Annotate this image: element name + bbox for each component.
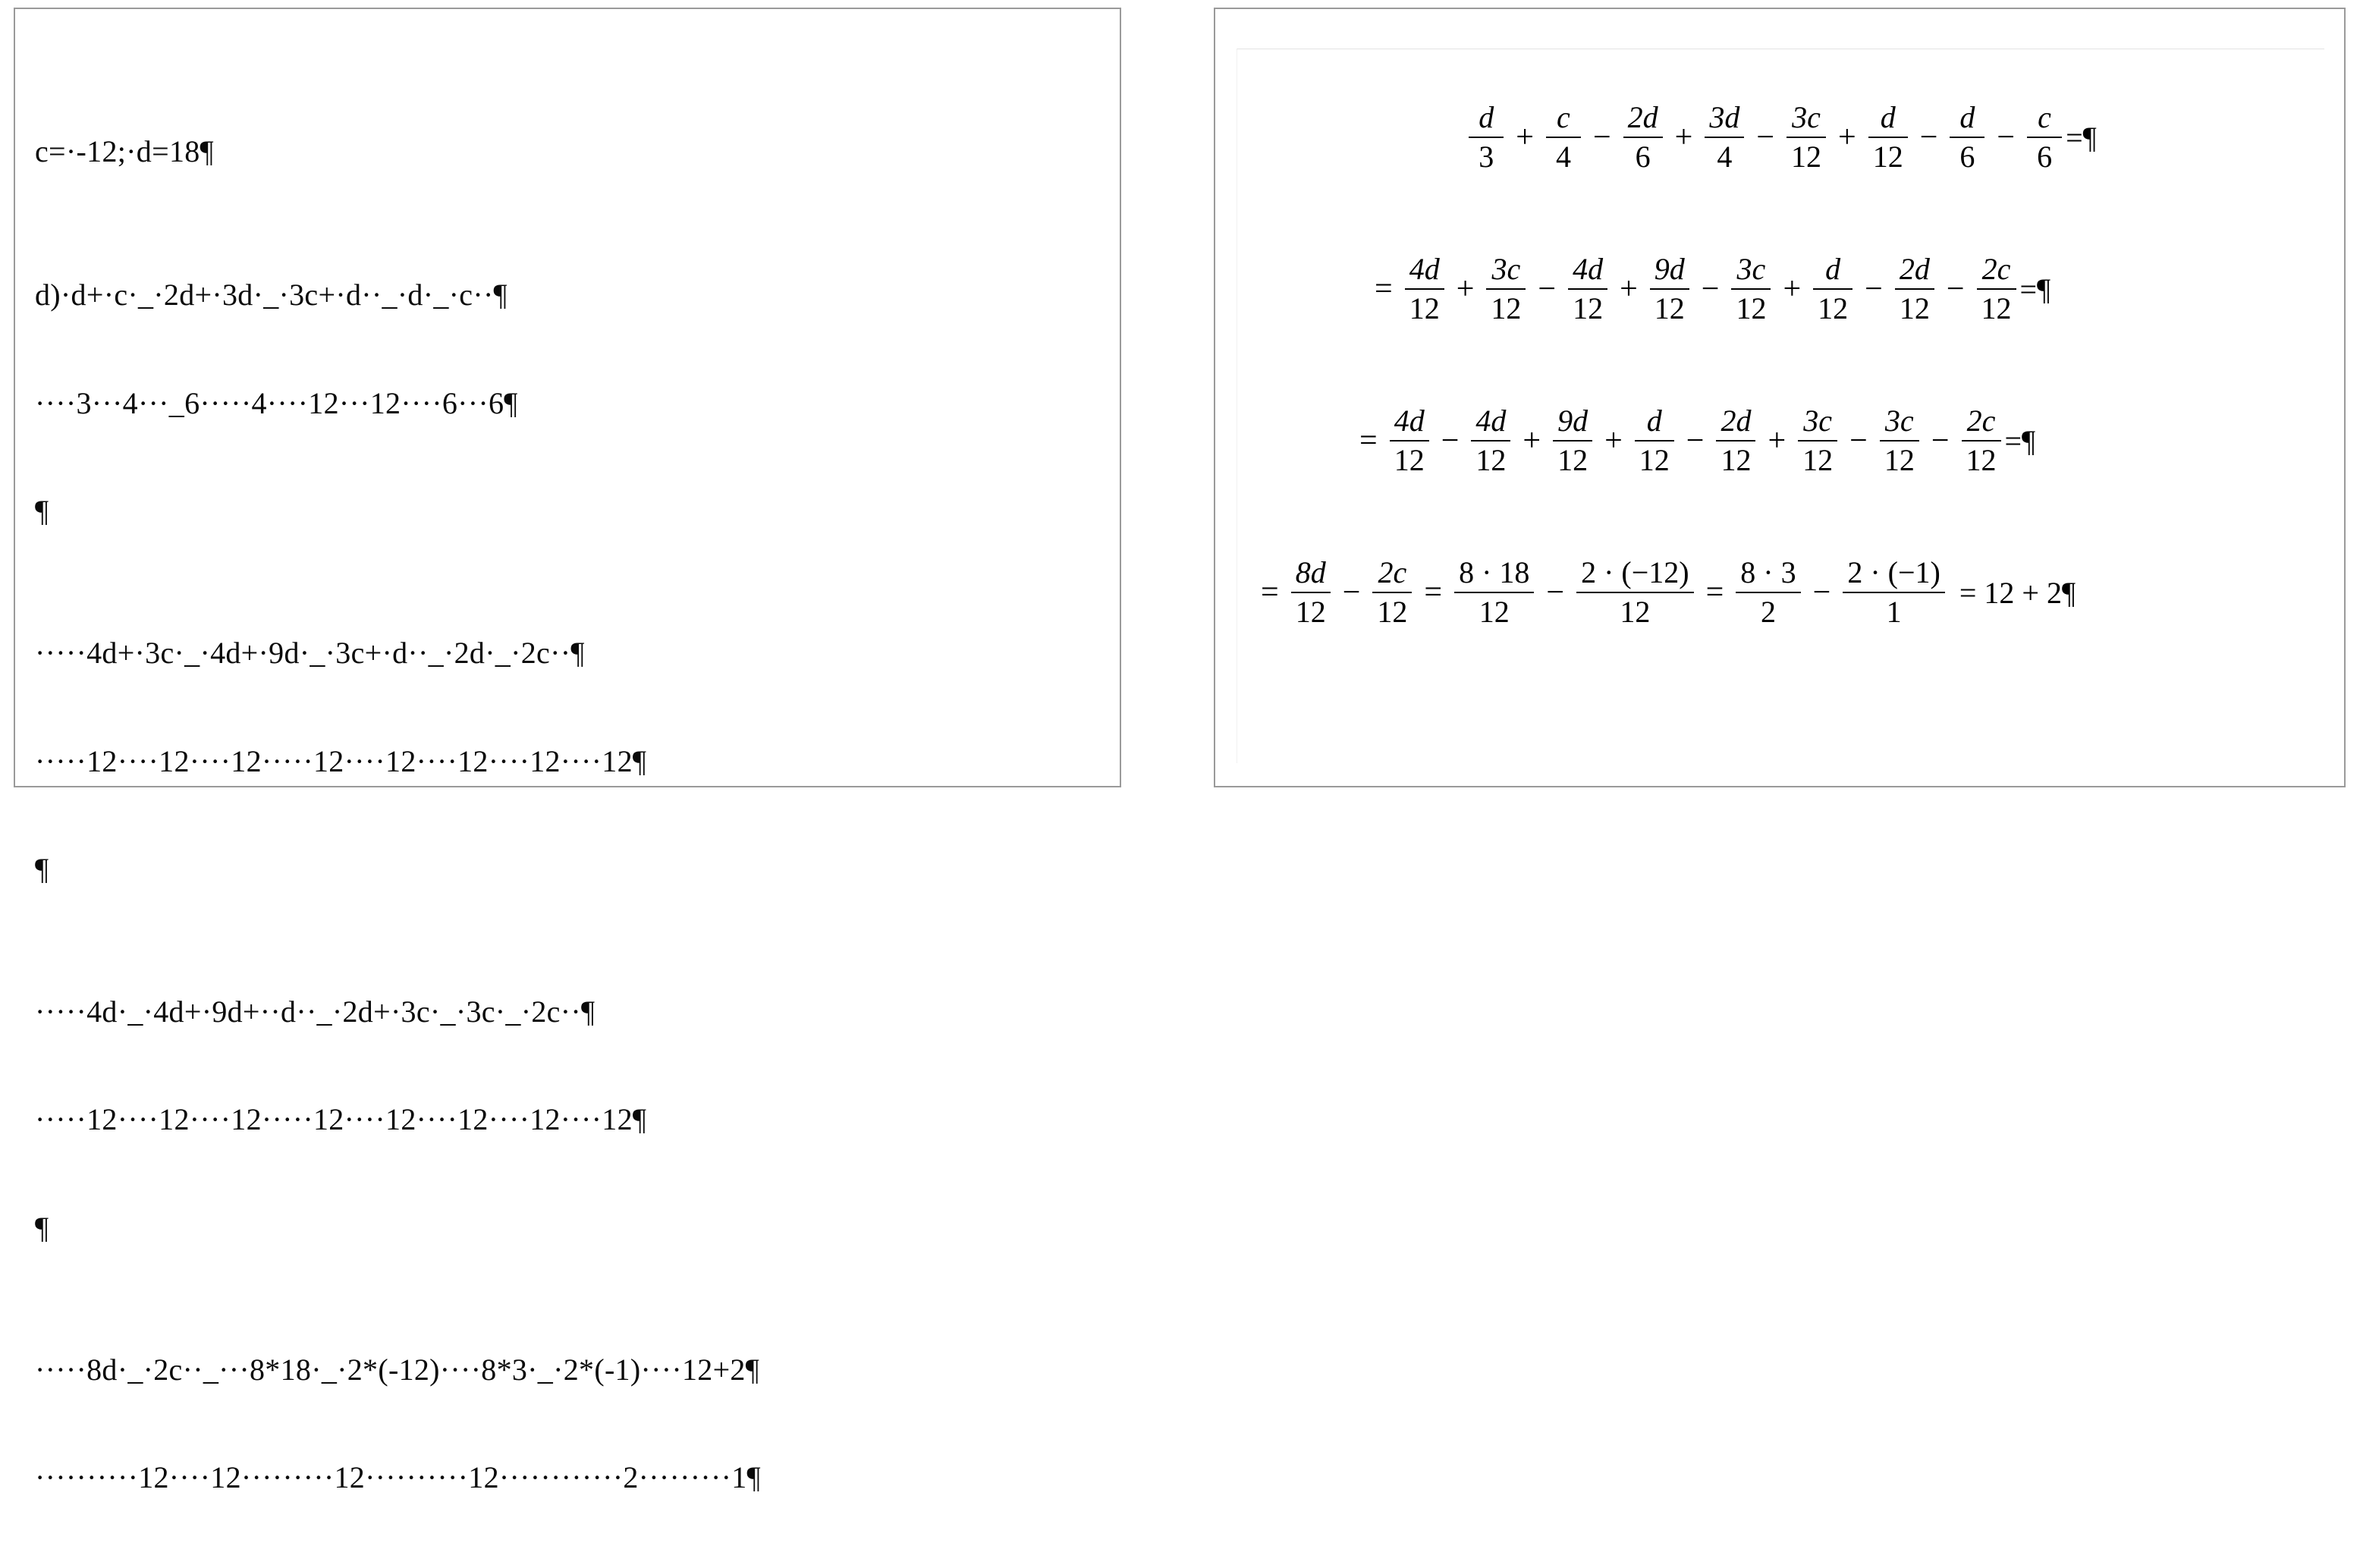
fraction-denominator: 12	[1295, 595, 1326, 629]
equals-sign: =	[1359, 423, 1378, 458]
fraction-denominator: 12	[1872, 140, 1903, 174]
operator: +	[1768, 423, 1786, 458]
equation-tail: =¶	[2019, 272, 2051, 306]
fraction-denominator: 6	[1959, 140, 1975, 174]
fraction	[1705, 102, 1744, 173]
fraction	[1568, 253, 1607, 325]
operator: −	[1812, 575, 1831, 610]
fraction-denominator: 4	[1717, 140, 1733, 174]
fraction-numerator: d	[1825, 252, 1841, 286]
fraction-numerator: 2c	[1966, 404, 1996, 438]
fraction-denominator: 12	[1639, 443, 1670, 477]
fraction	[1786, 102, 1826, 173]
operator: +	[1674, 120, 1693, 155]
operator: −	[1849, 423, 1868, 458]
fraction-denominator: 12	[1479, 595, 1510, 629]
operator: +	[1620, 272, 1638, 306]
fraction-denominator: 2	[1760, 595, 1776, 629]
operator: −	[1686, 423, 1705, 458]
operator: +	[1523, 423, 1541, 458]
fraction	[1813, 253, 1852, 325]
equation-row-4	[1237, 517, 2324, 668]
fraction-numerator: c	[2038, 100, 2051, 134]
fraction-numerator: 3c	[1491, 252, 1521, 286]
fraction-denominator: 12	[1818, 291, 1849, 325]
raw-line: ·····8d·_·2c··_···8*18·_·2*(-12)····8*3·_·2*(-1)····12+2¶	[35, 1353, 760, 1387]
operator: −	[1946, 272, 1965, 306]
fraction	[1635, 405, 1674, 476]
fraction-denominator: 1	[1886, 595, 1902, 629]
fraction-denominator: 12	[1721, 443, 1752, 477]
fraction	[1372, 557, 1412, 628]
fraction	[1471, 405, 1510, 476]
fraction	[1454, 557, 1534, 628]
raw-line: ¶	[35, 493, 49, 528]
raw-line: ·····12····12····12·····12····12····12····12····12¶	[35, 1102, 647, 1137]
raw-line: c=·-12;·d=18¶	[35, 134, 214, 168]
fraction	[1486, 253, 1526, 325]
fraction-numerator: d	[1646, 404, 1662, 438]
raw-line	[35, 277, 1100, 313]
operator: +	[1604, 423, 1623, 458]
fraction	[1736, 557, 1800, 628]
raw-text-panel	[14, 8, 1121, 1495]
fraction-numerator: 2c	[1378, 555, 1407, 589]
fraction-denominator: 12	[1475, 443, 1507, 477]
fraction	[1553, 405, 1592, 476]
fraction	[1950, 102, 1984, 173]
fraction-denominator: 12	[1884, 443, 1915, 477]
raw-line-text: d)·d+·c·_·2d+·3d·_·3c+·d··_·d·_·c··¶	[35, 278, 508, 313]
fraction-denominator: 12	[1491, 291, 1522, 325]
equation-tail: =¶	[2066, 120, 2097, 155]
equation-row-1	[1237, 61, 2324, 213]
fraction	[1962, 405, 2001, 476]
fraction-denominator: 12	[1377, 595, 1408, 629]
fraction-numerator: 3c	[1736, 252, 1766, 286]
fraction	[1650, 253, 1689, 325]
raw-line: ¶	[35, 1210, 49, 1245]
raw-text-block	[35, 26, 1100, 1568]
equation-canvas	[1237, 49, 2324, 763]
operator: +	[1456, 272, 1475, 306]
fraction	[1576, 557, 1694, 628]
fraction-numerator: 4d	[1409, 252, 1440, 286]
fraction-denominator: 12	[1409, 291, 1440, 325]
fraction-numerator: 9d	[1654, 252, 1685, 286]
fraction-denominator: 12	[1394, 443, 1425, 477]
fraction-numerator: 2d	[1721, 404, 1752, 438]
fraction-denominator: 12	[1620, 595, 1651, 629]
raw-line: ·····12····12····12·····12····12····12····12····12¶	[35, 743, 647, 778]
fraction-numerator: d	[1880, 100, 1896, 134]
fraction-numerator: 4d	[1573, 252, 1604, 286]
fraction-numerator: 3c	[1792, 100, 1821, 134]
fraction-numerator: 8 · 3	[1740, 555, 1796, 589]
fraction	[1546, 102, 1581, 173]
raw-line: ¶	[35, 852, 49, 887]
fraction	[1716, 405, 1755, 476]
fraction-denominator: 12	[1654, 291, 1685, 325]
equals-sign: =	[1375, 272, 1393, 306]
fraction	[1731, 253, 1771, 325]
fraction	[1405, 253, 1444, 325]
fraction-numerator: 2d	[1899, 252, 1930, 286]
fraction	[1880, 405, 1919, 476]
operator: −	[1919, 120, 1938, 155]
equals-sign: =	[1424, 575, 1443, 610]
operator: −	[1997, 120, 2016, 155]
raw-line: ····3···4···_6·····4····12···12····6···6¶	[35, 385, 518, 420]
fraction-numerator: 4d	[1475, 404, 1507, 438]
equation-tail: =¶	[2004, 423, 2036, 458]
fraction	[2027, 102, 2062, 173]
operator: −	[1931, 423, 1950, 458]
fraction	[1390, 405, 1429, 476]
fraction-denominator: 12	[1966, 443, 1997, 477]
fraction-numerator: 3c	[1803, 404, 1832, 438]
operator: −	[1342, 575, 1361, 610]
fraction-numerator: 3d	[1709, 100, 1740, 134]
equation-row-2	[1237, 213, 2324, 365]
fraction	[1291, 557, 1331, 628]
fraction-numerator: 2 · (−1)	[1847, 555, 1940, 589]
raw-line: ··········12····12·········12··········12············2·········1¶	[35, 1460, 761, 1495]
fraction-numerator: 8d	[1295, 555, 1326, 589]
operator: +	[1516, 120, 1534, 155]
fraction-denominator: 6	[2037, 140, 2053, 174]
fraction-numerator: 2c	[1981, 252, 2011, 286]
operator: −	[1592, 120, 1611, 155]
fraction-numerator: d	[1959, 100, 1975, 134]
fraction-denominator: 12	[1899, 291, 1930, 325]
equals-sign: =	[1261, 575, 1279, 610]
fraction-denominator: 12	[1557, 443, 1589, 477]
fraction-denominator: 12	[1736, 291, 1767, 325]
fraction-numerator: 4d	[1394, 404, 1425, 438]
equation-result: = 12 + 2¶	[1959, 575, 2076, 610]
fraction-denominator: 12	[1802, 443, 1834, 477]
operator: +	[1783, 272, 1802, 306]
fraction-numerator: 2 · (−12)	[1581, 555, 1689, 589]
operator: +	[1838, 120, 1856, 155]
fraction	[1843, 557, 1945, 628]
fraction	[1623, 102, 1663, 173]
fraction	[1469, 102, 1504, 173]
fraction-denominator: 6	[1635, 140, 1651, 174]
equals-sign: =	[1705, 575, 1724, 610]
fraction-denominator: 12	[1791, 140, 1821, 174]
fraction	[1977, 253, 2016, 325]
fraction-numerator: 2d	[1627, 100, 1658, 134]
operator: −	[1546, 575, 1565, 610]
fraction-denominator: 12	[1981, 291, 2012, 325]
operator: −	[1441, 423, 1460, 458]
equation-row-3	[1237, 365, 2324, 517]
fraction-denominator: 3	[1479, 140, 1494, 174]
equation-panel	[1214, 8, 2346, 787]
operator: −	[1701, 272, 1720, 306]
operator: −	[1865, 272, 1883, 306]
fraction-numerator: 8 · 18	[1459, 555, 1530, 589]
operator: −	[1538, 272, 1557, 306]
fraction-numerator: c	[1557, 100, 1570, 134]
fraction-denominator: 12	[1573, 291, 1604, 325]
operator: −	[1756, 120, 1774, 155]
fraction-numerator: d	[1479, 100, 1494, 134]
fraction-numerator: 9d	[1557, 404, 1589, 438]
fraction	[1868, 102, 1908, 173]
fraction-numerator: 3c	[1884, 404, 1914, 438]
fraction	[1895, 253, 1934, 325]
raw-line: ·····4d·_·4d+·9d+··d··_·2d+·3c·_·3c·_·2c··¶	[35, 994, 595, 1029]
raw-line: ·····4d+·3c·_·4d+·9d·_·3c+·d··_·2d·_·2c··¶	[35, 636, 585, 671]
fraction-denominator: 4	[1555, 140, 1571, 174]
fraction	[1798, 405, 1837, 476]
